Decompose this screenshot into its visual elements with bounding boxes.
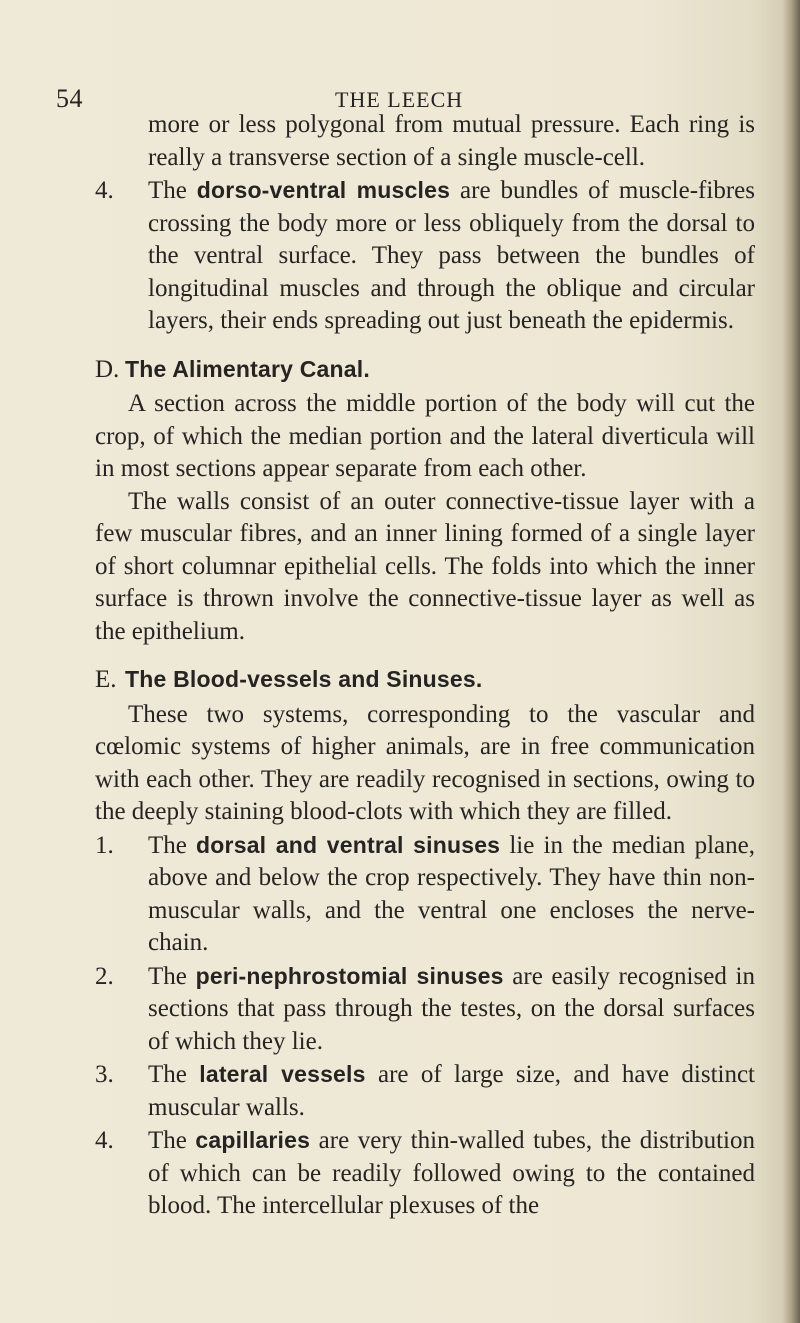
item-term: dorsal and ventral sinuses: [196, 831, 501, 858]
running-head: THE LEECH: [335, 87, 464, 112]
paragraph: The walls consist of an outer connective-tissue layer with a few muscular fibres, and an inner lining formed of a single layer of short columnar epithelial cells. The folds into which the inner surface is thrown involve the connective-tissue layer as well as the epithelium.: [95, 487, 755, 645]
item-number: 4.: [95, 177, 114, 204]
continuation-paragraph: more or less polygonal from mutual pressure. Each ring is really a transverse section of a single muscle-cell.: [148, 111, 755, 171]
section-heading-e: [95, 663, 755, 697]
page-edge-shadow: [782, 0, 800, 1323]
item-text-post: are easily recognised in sections that pass through the testes, on the dorsal surfaces of which they lie.: [148, 962, 755, 1055]
item-term: dorso-ventral muscles: [196, 177, 451, 203]
item-text-pre: The: [148, 1061, 200, 1088]
item-number: 4.: [95, 1127, 114, 1154]
list-item: [95, 829, 755, 960]
item-text-post: lie in the median plane, above and below the crop respectively. They have thin non-muscular walls, and the ventral one encloses the nerve-chain.: [148, 831, 755, 956]
section-heading-d: [95, 353, 755, 387]
paragraph: A section across the middle portion of the body will cut the crop, of which the median portion and the lateral diverticula will in most sections appear separate from each other.: [95, 390, 755, 482]
item-number: 1.: [95, 831, 114, 859]
item-text-pre: The: [148, 1127, 196, 1154]
item-text-pre: The: [148, 177, 197, 204]
list-item-dorso-ventral: [95, 174, 755, 338]
list-item: [95, 1124, 755, 1223]
item-text-post: are of large size, and have distinct muscular walls.: [148, 1061, 756, 1121]
item-term: lateral vessels: [199, 1061, 366, 1087]
item-text-pre: The: [148, 831, 197, 859]
section-letter: D.: [95, 355, 120, 383]
page-number: 54: [56, 84, 83, 113]
item-text-post: are bundles of muscle-fibres crossing the body more or less obliquely from the dorsal to the ventral surface. They pass between the bundles of longitudinal muscles and through the oblique and circular layers, their ends spreading out just beneath the epidermis.: [148, 177, 755, 334]
item-term: capillaries: [195, 1127, 311, 1153]
list-item: [95, 960, 755, 1059]
list-item: [95, 1058, 755, 1124]
section-title: The Alimentary Canal.: [125, 355, 370, 382]
paragraph: These two systems, corresponding to the vascular and cœlomic systems of higher animals, are in free communication with each other. They are readily recognised in sections, owing to the deeply staining blood-clots with which they are filled.: [95, 700, 755, 825]
section-title: The Blood-vessels and Sinuses.: [125, 666, 483, 692]
section-letter: E.: [95, 666, 117, 693]
body-text: [95, 109, 755, 1223]
item-text-pre: The: [148, 962, 196, 990]
item-number: 3.: [95, 1061, 114, 1088]
item-number: 2.: [95, 962, 114, 990]
item-text-post: are very thin-walled tubes, the distribution of which can be readily followed owing to the contained blood. The intercellular plexuses of the: [148, 1127, 755, 1219]
item-term: peri-nephrostomial sinuses: [195, 962, 504, 989]
